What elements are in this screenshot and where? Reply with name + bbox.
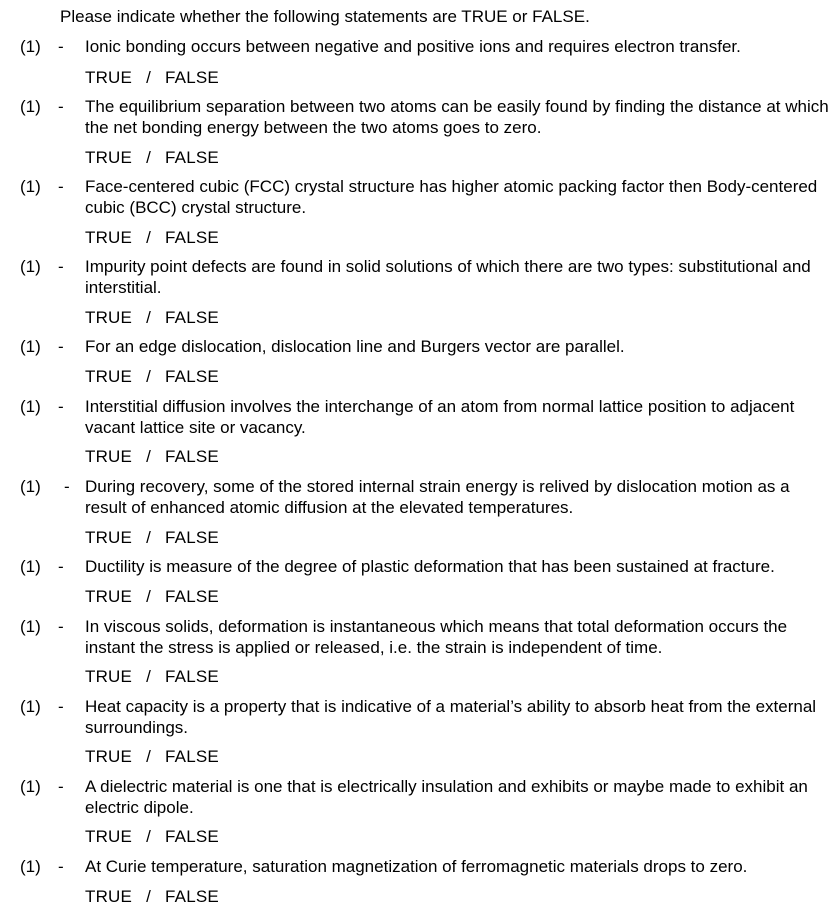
option-false[interactable]: FALSE	[165, 747, 219, 766]
true-false-options	[85, 367, 219, 387]
option-true[interactable]: TRUE	[85, 528, 133, 547]
question-marks: (1)	[20, 397, 41, 416]
option-false[interactable]: FALSE	[165, 308, 219, 327]
option-separator: /	[146, 667, 152, 686]
option-separator: /	[146, 367, 152, 386]
question-dash: -	[58, 617, 64, 636]
option-true[interactable]: TRUE	[85, 68, 133, 87]
question-dash: -	[58, 697, 64, 716]
true-false-options	[85, 667, 219, 687]
option-false[interactable]: FALSE	[165, 528, 219, 547]
option-true[interactable]: TRUE	[85, 887, 133, 906]
option-true[interactable]: TRUE	[85, 228, 133, 247]
question-statement: A dielectric material is one that is electrically insulation and exhibits or maybe made to exhibit an electric dipole.	[85, 777, 808, 817]
option-true[interactable]: TRUE	[85, 667, 133, 686]
question-statement: Interstitial diffusion involves the interchange of an atom from normal lattice position to adjacent vacant lattice site or vacancy.	[85, 397, 795, 437]
question-statement: At Curie temperature, saturation magnetization of ferromagnetic materials drops to zero.	[85, 857, 748, 876]
option-true[interactable]: TRUE	[85, 827, 133, 846]
question-dash: -	[58, 397, 64, 416]
option-false[interactable]: FALSE	[165, 827, 219, 846]
question-dash: -	[58, 37, 64, 56]
true-false-options	[85, 308, 219, 328]
question-dash: -	[58, 777, 64, 796]
question-statement: In viscous solids, deformation is instantaneous which means that total deformation occurs the instant the stress is applied or released, i.e. the strain is independent of time.	[85, 617, 788, 657]
option-true[interactable]: TRUE	[85, 587, 133, 606]
question-statement: Ductility is measure of the degree of plastic deformation that has been sustained at fracture.	[85, 557, 775, 576]
option-false[interactable]: FALSE	[165, 68, 219, 87]
question-marks: (1)	[20, 697, 41, 716]
question-marks: (1)	[20, 97, 41, 116]
option-separator: /	[146, 68, 152, 87]
option-true[interactable]: TRUE	[85, 367, 133, 386]
true-false-options	[85, 148, 219, 168]
option-false[interactable]: FALSE	[165, 447, 219, 466]
question-dash: -	[58, 257, 64, 276]
true-false-options	[85, 887, 219, 907]
option-separator: /	[146, 827, 152, 846]
question-statement: Ionic bonding occurs between negative and positive ions and requires electron transfer.	[85, 37, 741, 56]
question-dash: -	[58, 337, 64, 356]
question-marks: (1)	[20, 857, 41, 876]
true-false-options	[85, 827, 219, 847]
option-false[interactable]: FALSE	[165, 228, 219, 247]
question-dash: -	[58, 177, 64, 196]
option-separator: /	[146, 447, 152, 466]
true-false-options	[85, 228, 219, 248]
option-separator: /	[146, 747, 152, 766]
option-separator: /	[146, 887, 152, 906]
option-true[interactable]: TRUE	[85, 148, 133, 167]
question-dash: -	[58, 857, 64, 876]
question-statement: Impurity point defects are found in solid solutions of which there are two types: substitutional and interstitial.	[85, 257, 811, 297]
question-marks: (1)	[20, 477, 41, 496]
option-separator: /	[146, 528, 152, 547]
question-marks: (1)	[20, 257, 41, 276]
option-separator: /	[146, 587, 152, 606]
option-false[interactable]: FALSE	[165, 587, 219, 606]
option-separator: /	[146, 228, 152, 247]
option-false[interactable]: FALSE	[165, 887, 219, 906]
option-true[interactable]: TRUE	[85, 308, 133, 327]
option-false[interactable]: FALSE	[165, 367, 219, 386]
option-false[interactable]: FALSE	[165, 148, 219, 167]
true-false-options	[85, 747, 219, 767]
question-marks: (1)	[20, 617, 41, 636]
option-false[interactable]: FALSE	[165, 667, 219, 686]
question-statement: Face-centered cubic (FCC) crystal structure has higher atomic packing factor then Body-centered cubic (BCC) crystal structure.	[85, 177, 818, 217]
question-statement: During recovery, some of the stored internal strain energy is relived by dislocation motion as a result of enhanced atomic diffusion at the elevated temperatures.	[85, 477, 790, 517]
true-false-options	[85, 528, 219, 548]
question-statement: For an edge dislocation, dislocation line and Burgers vector are parallel.	[85, 337, 625, 356]
true-false-options	[85, 68, 219, 88]
question-dash: -	[58, 97, 64, 116]
question-marks: (1)	[20, 37, 41, 56]
true-false-options	[85, 447, 219, 467]
question-statement: The equilibrium separation between two atoms can be easily found by finding the distance at which the net bonding energy between the two atoms goes to zero.	[85, 97, 829, 137]
option-true[interactable]: TRUE	[85, 747, 133, 766]
option-separator: /	[146, 148, 152, 167]
question-dash: -	[64, 477, 70, 496]
question-marks: (1)	[20, 557, 41, 576]
true-false-options	[85, 587, 219, 607]
question-dash: -	[58, 557, 64, 576]
question-marks: (1)	[20, 337, 41, 356]
option-true[interactable]: TRUE	[85, 447, 133, 466]
question-marks: (1)	[20, 777, 41, 796]
option-separator: /	[146, 308, 152, 327]
instructions: Please indicate whether the following statements are TRUE or FALSE.	[60, 7, 590, 26]
question-marks: (1)	[20, 177, 41, 196]
question-statement: Heat capacity is a property that is indicative of a material’s ability to absorb heat from the external surroundings.	[85, 697, 817, 737]
